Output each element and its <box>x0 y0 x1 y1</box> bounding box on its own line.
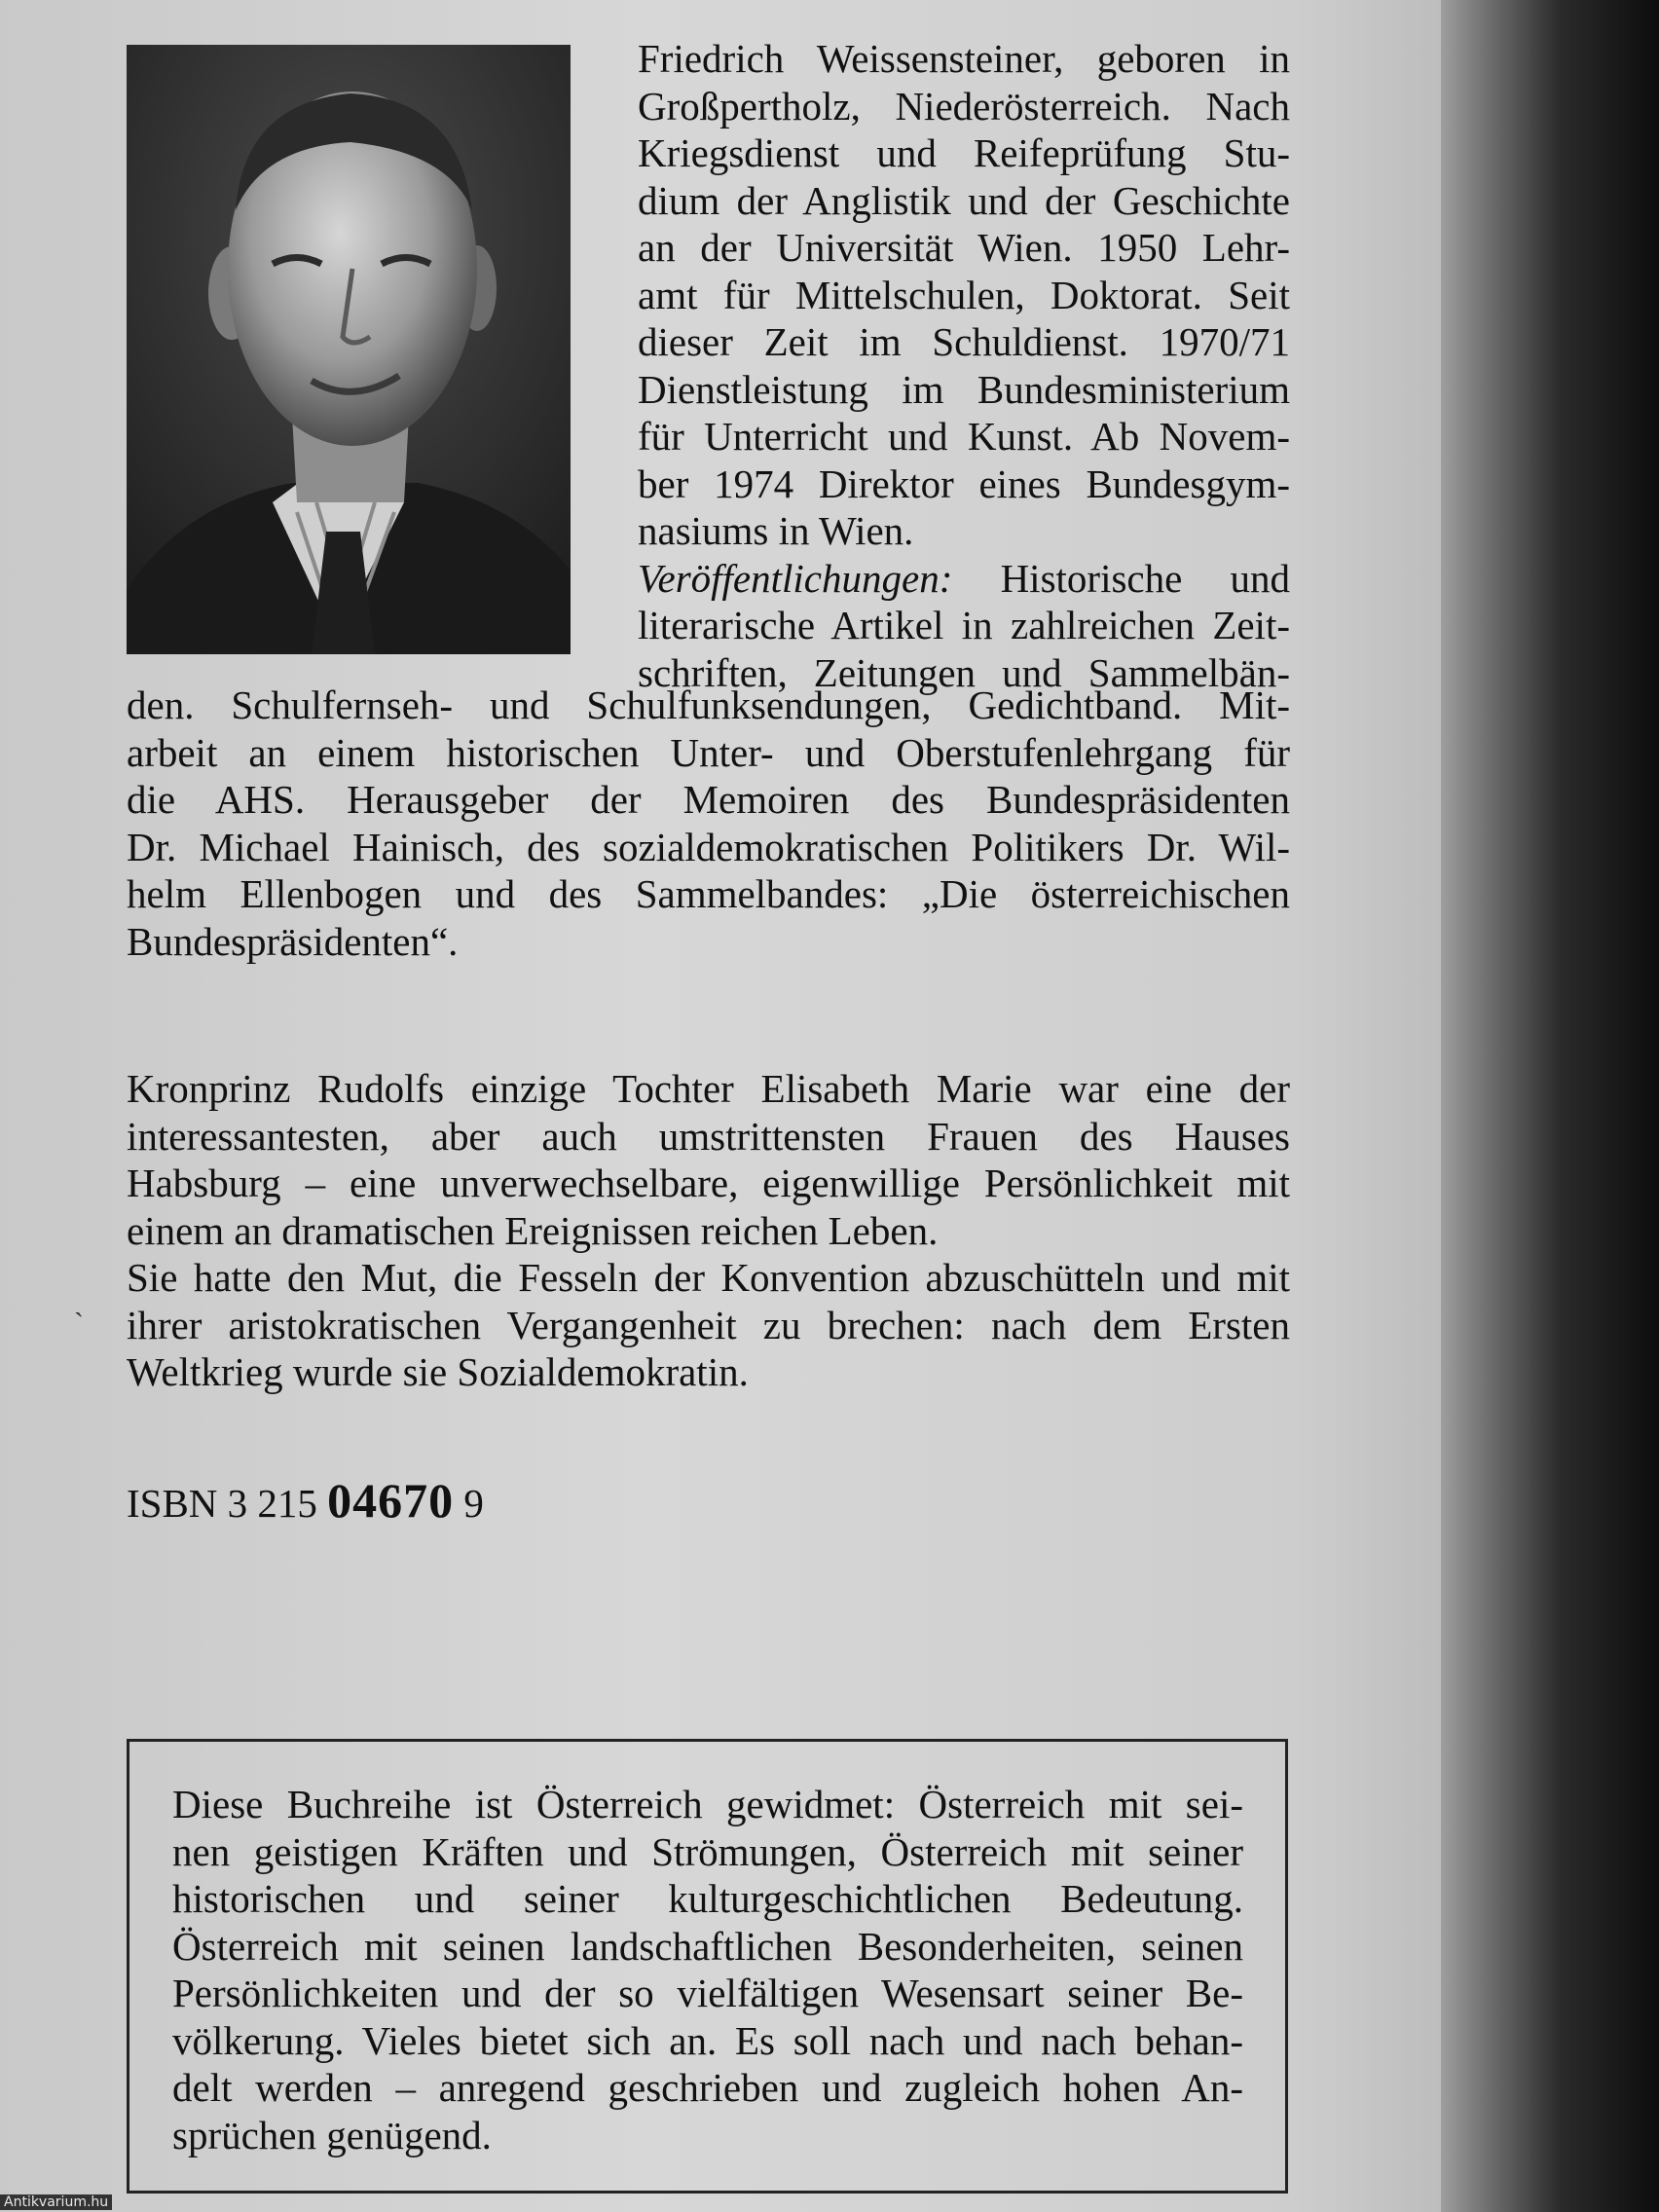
description-line: einem an dramatischen Ereignissen reichen Leben. <box>127 1207 939 1253</box>
series-line: sprüchen genügend. <box>172 2112 492 2157</box>
bio-line: nasiums in Wien. <box>638 508 914 553</box>
bio-line: literarische Artikel in zahlreichen Zeit- <box>638 603 1290 647</box>
bio-line: schriften, Zeitungen und Sammelbän- <box>638 649 1290 695</box>
publications-line <box>638 555 1290 603</box>
bio-line: ber 1974 Direktor eines Bundesgym- <box>638 461 1290 506</box>
bio-line: Dienstleistung im Bundesministerium <box>638 366 1290 412</box>
description-line: Kronprinz Rudolfs einzige Tochter Elisabeth Marie war eine der <box>127 1066 1290 1111</box>
series-line: historischen und seiner kulturgeschichtlichen Bedeutung. <box>172 1876 1243 1921</box>
bio-line: an der Universität Wien. 1950 Lehr- <box>638 225 1290 270</box>
description-line: Weltkrieg wurde sie Sozialdemokratin. <box>127 1349 749 1394</box>
series-info-box <box>127 1739 1288 2194</box>
bio-line: arbeit an einem historischen Unter- und Oberstufenlehrgang für <box>127 729 1290 775</box>
publications-text: Historische und <box>1000 555 1290 601</box>
bio-line: Friedrich Weissensteiner, geboren in <box>638 36 1290 81</box>
author-portrait-image <box>127 45 571 654</box>
source-watermark: Antikvarium.hu <box>0 2194 112 2210</box>
bio-line: dieser Zeit im Schuldienst. 1970/71 <box>638 319 1290 364</box>
series-line: nen geistigen Kräften und Strömungen, Österreich mit seiner <box>172 1828 1243 1874</box>
series-line: Persönlichkeiten und der so vielfältigen Wesensart seiner Be- <box>172 1971 1243 2015</box>
publications-label: Veröffentlichungen: <box>638 555 953 601</box>
description-line: ihrer aristokratischen Vergangenheit zu brechen: nach dem Ersten <box>127 1302 1290 1347</box>
series-line: Diese Buchreihe ist Österreich gewidmet: Österreich mit sei- <box>172 1782 1243 1826</box>
isbn-bold-part: 04670 <box>327 1473 455 1528</box>
bio-line: Kriegsdienst und Reifeprüfung Stu- <box>638 130 1290 175</box>
bio-line: Dr. Michael Hainisch, des sozialdemokratischen Politikers Dr. Wil- <box>127 824 1290 869</box>
author-portrait-photo <box>127 45 571 654</box>
book-spine-shadow <box>1441 0 1659 2212</box>
bio-line: den. Schulfernseh- und Schulfunksendungen, Gedichtband. Mit- <box>127 682 1290 727</box>
description-line: Habsburg – eine unverwechselbare, eigenwillige Persönlichkeit mit <box>127 1161 1290 1205</box>
bio-line: amt für Mittelschulen, Doktorat. Seit <box>638 272 1290 317</box>
author-bio-full-width <box>127 682 1290 965</box>
bio-line: für Unterricht und Kunst. Ab Novem- <box>638 414 1290 459</box>
bio-line: Großpertholz, Niederösterreich. Nach <box>638 83 1290 129</box>
isbn-number <box>127 1472 484 1529</box>
isbn-check-digit: 9 <box>463 1481 484 1526</box>
bio-line: Bundespräsidenten“. <box>127 918 459 964</box>
bio-line: die AHS. Herausgeber der Memoiren des Bundespräsidenten <box>127 777 1290 822</box>
series-line: Österreich mit seinen landschaftlichen Besonderheiten, seinen <box>172 1923 1243 1969</box>
book-description <box>127 1065 1290 1396</box>
description-line: interessantesten, aber auch umstrittensten Frauen des Hauses <box>127 1113 1290 1159</box>
series-line: völkerung. Vieles bietet sich an. Es soll nach und nach behan- <box>172 2017 1243 2063</box>
pencil-mark: ˏ <box>74 1285 84 1317</box>
bio-line: helm Ellenbogen und des Sammelbandes: „Die österreichischen <box>127 871 1290 916</box>
author-bio-beside-photo <box>638 35 1290 696</box>
isbn-prefix: ISBN 3 215 <box>127 1481 317 1526</box>
series-line: delt werden – anregend geschrieben und zugleich hohen An- <box>172 2065 1243 2110</box>
bio-line: dium der Anglistik und der Geschichte <box>638 177 1290 223</box>
description-line: Sie hatte den Mut, die Fesseln der Konvention abzuschütteln und mit <box>127 1255 1290 1300</box>
series-description <box>172 1781 1243 2158</box>
